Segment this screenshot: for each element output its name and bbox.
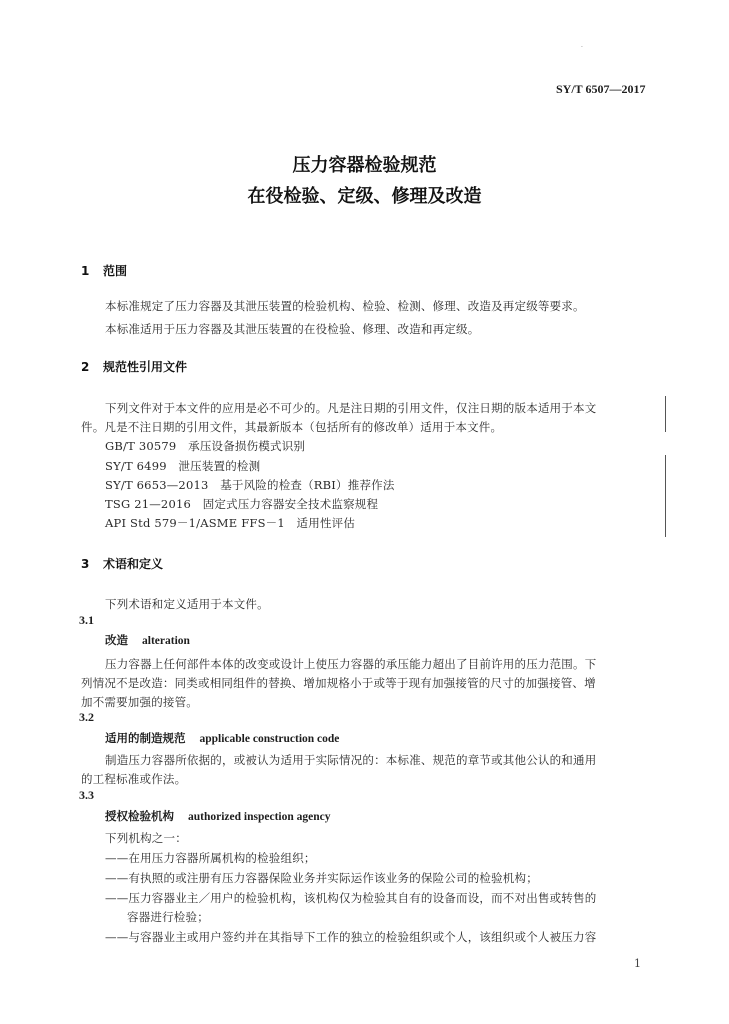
- term-cn: 授权检验机构: [105, 809, 174, 823]
- clause-3-3-line1: 下列机构之一：: [105, 831, 187, 845]
- document-title-line2: 在役检验、定级、修理及改造: [247, 186, 482, 207]
- term-en: authorized inspection agency: [188, 811, 331, 823]
- list-item: ——与容器业主或用户签约并在其指导下工作的独立的检验组织或个人，该组织或个人被压力容: [105, 930, 597, 944]
- section-3-heading: [81, 555, 163, 572]
- section-2-number: 2: [81, 360, 90, 374]
- clause-3-3-number: 3.3: [79, 788, 94, 802]
- section-1-heading: [81, 262, 127, 279]
- revision-bar: [665, 455, 666, 537]
- term-cn: 适用的制造规范: [105, 731, 186, 745]
- refs-intro-line1: 下列文件对于本文件的应用是必不可少的。凡是注日期的引用文件，仅注日期的版本适用于本文: [105, 401, 597, 415]
- scope-paragraph-2: 本标准适用于压力容器及其泄压装置的在役检验、修理、改造和再定级。: [105, 322, 480, 336]
- term-en: alteration: [142, 635, 190, 647]
- revision-bar: [665, 396, 666, 432]
- clause-3-1-line2: 列情况不是改造：同类或相同组件的替换、增加规格小于或等于现有加强接管的尺寸的加强接管、增: [81, 676, 596, 690]
- list-item: ——在用压力容器所属机构的检验组织；: [105, 851, 316, 865]
- term-en: applicable construction code: [199, 733, 340, 745]
- clause-3-1-line1: 压力容器上任何部件本体的改变或设计上使压力容器的承压能力超出了目前许用的压力范围。下: [105, 657, 597, 671]
- list-item-continuation: 容器进行检验；: [127, 910, 209, 924]
- reference-item: SY/T 6653—2013 基于风险的检查（RBI）推荐作法: [105, 478, 395, 492]
- section-2-title: 规范性引用文件: [103, 360, 188, 374]
- reference-item: API Std 579－1/ASME FFS－1 适用性评估: [105, 516, 356, 530]
- section-3-title: 术语和定义: [103, 557, 164, 571]
- section-3-number: 3: [81, 557, 90, 571]
- top-mark: ·: [581, 44, 583, 51]
- list-item: ——有执照的或注册有压力容器保险业务并实际运作该业务的保险公司的检验机构；: [105, 871, 538, 885]
- reference-item: GB/T 30579 承压设备损伤模式识别: [105, 439, 306, 453]
- terms-intro: 下列术语和定义适用于本文件。: [105, 597, 269, 611]
- term-cn: 改造: [105, 633, 128, 647]
- reference-item: TSG 21—2016 固定式压力容器安全技术监察规程: [105, 497, 379, 511]
- page-number: 1: [634, 957, 641, 970]
- standard-number: SY/T 6507—2017: [556, 82, 646, 96]
- document-title-line1: 压力容器检验规范: [292, 155, 437, 176]
- clause-3-2-number: 3.2: [79, 710, 94, 724]
- clause-3-1-line3: 加不需要加强的接管。: [81, 695, 198, 709]
- clause-3-2-line1: 制造压力容器所依据的，或被认为适用于实际情况的：本标准、规范的章节或其他公认的和通用: [105, 753, 597, 767]
- section-2-heading: [81, 358, 187, 375]
- clause-3-2-line2: 的工程标准或作法。: [81, 772, 187, 786]
- clause-3-2-term: [105, 730, 339, 746]
- clause-3-3-term: [105, 808, 330, 824]
- scope-paragraph-1: 本标准规定了压力容器及其泄压装置的检验机构、检验、检测、修理、改造及再定级等要求。: [105, 299, 585, 313]
- clause-3-1-number: 3.1: [79, 613, 94, 627]
- clause-3-1-term: [105, 632, 190, 648]
- list-item: ——压力容器业主／用户的检验机构，该机构仅为检验其自有的设备而设，而不对出售或转售的: [105, 891, 597, 905]
- refs-intro-line2: 件。凡是不注日期的引用文件，其最新版本（包括所有的修改单）适用于本文件。: [81, 420, 503, 434]
- reference-item: SY/T 6499 泄压装置的检测: [105, 459, 261, 473]
- section-1-number: 1: [81, 264, 90, 278]
- section-1-title: 范围: [103, 264, 128, 278]
